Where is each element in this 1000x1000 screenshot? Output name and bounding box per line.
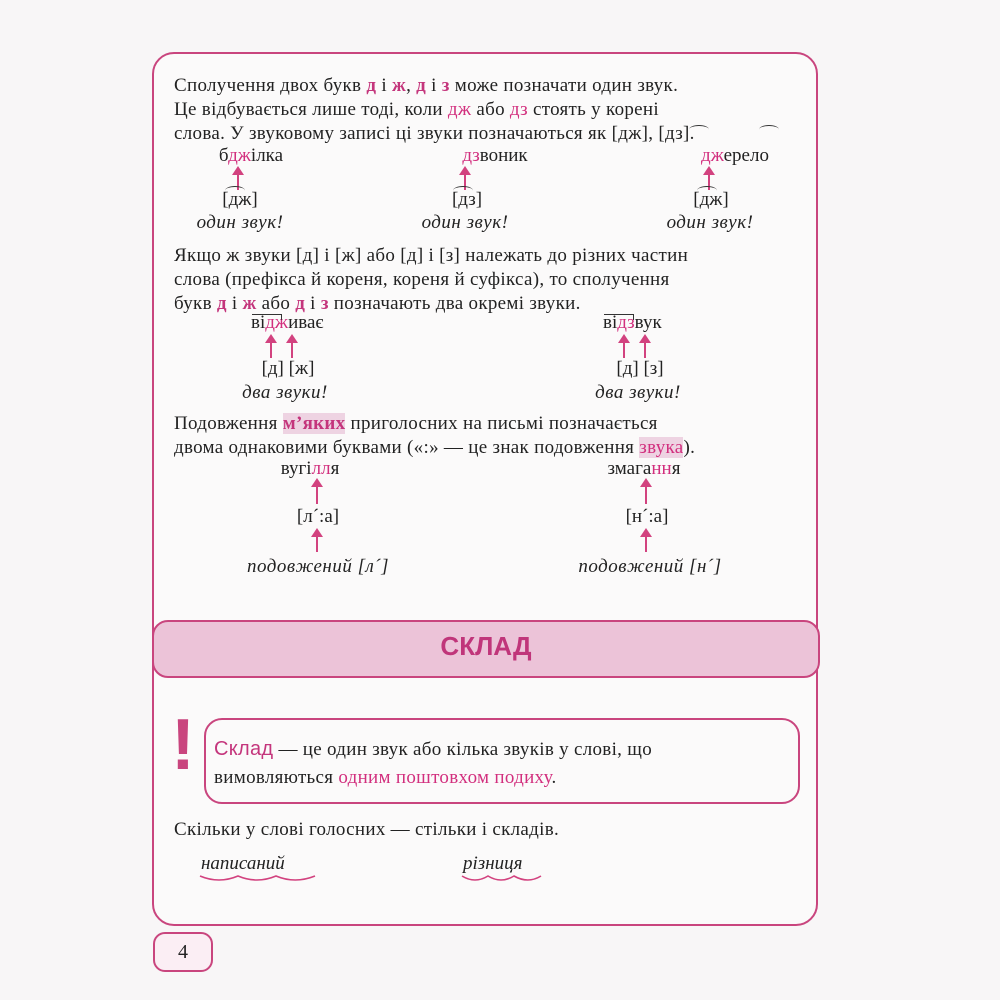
example-word-bdzhilka: бджілка: [218, 145, 284, 166]
note: два звуки!: [595, 382, 681, 403]
tie-arc: [697, 186, 717, 195]
prefix-mark: [252, 314, 282, 315]
transcription: [д] [з]: [616, 358, 664, 379]
arrow-up: [623, 336, 625, 358]
transcription: [дж]: [222, 189, 258, 210]
arrow-up: [316, 480, 318, 504]
transcription: [д] [ж]: [261, 358, 315, 379]
paragraph-4: Скільки у слові голосних — стільки і складів.: [174, 819, 560, 840]
page-number: 4: [153, 932, 213, 972]
rule-text: Склад — це один звук або кілька звуків у слові, що вимовляються одним поштовхом подиху.: [214, 738, 652, 788]
note: один звук!: [196, 212, 284, 233]
note: один звук!: [421, 212, 509, 233]
tie-arc: [759, 125, 779, 134]
transcription: [дж]: [693, 189, 729, 210]
paragraph-2-line-3: букв д і ж або д і з позначають два окремі звуки.: [174, 293, 581, 314]
section-banner: [152, 620, 820, 678]
section-title: СКЛАД: [440, 631, 532, 661]
example-word-zmagannia: змагання: [607, 458, 681, 479]
example-word-vugillia: вугілля: [280, 458, 340, 479]
transcription: [дз]: [451, 189, 483, 210]
paragraph-2-line-1: Якщо ж звуки [д] і [ж] або [д] і [з] належать до різних частин: [174, 245, 689, 266]
syllable-underline: [199, 874, 317, 884]
paragraph-1-line-1: Сполучення двох букв д і ж, д і з може позначати один звук.: [174, 75, 679, 96]
tie-arc: [689, 125, 709, 134]
paragraph-2-line-2: слова (префікса й кореня, кореня й суфікса), то сполучення: [174, 269, 670, 290]
note: два звуки!: [242, 382, 328, 403]
arrow-up: [645, 480, 647, 504]
paragraph-1-line-2: Це відбувається лише тоді, коли дж або дз стоять у корені: [174, 99, 659, 120]
prefix-mark: [604, 314, 634, 315]
arrow-up: [270, 336, 272, 358]
example-word-dzherelo: джерело: [701, 145, 769, 166]
prefix-mark-tick: [633, 314, 634, 320]
note: подовжений [н´]: [578, 556, 722, 577]
example-word-vidzhyvaie: відживає: [251, 312, 324, 333]
note: подовжений [л´]: [246, 556, 390, 577]
arrow-up: [644, 336, 646, 358]
transcription: [н´:а]: [625, 506, 669, 527]
transcription: [л´:а]: [296, 506, 340, 527]
arrow-up: [316, 530, 318, 552]
prefix-mark-tick: [281, 314, 282, 320]
example-riznytsia: різниця: [463, 853, 523, 874]
tie-arc: [453, 186, 473, 195]
example-word-vidzvuk: відзвук: [603, 312, 662, 333]
note: один звук!: [666, 212, 754, 233]
paragraph-3-line-2: двома однаковими буквами («:» — це знак подовження звука).: [174, 437, 696, 458]
example-word-dzvonyk: дзвоник: [462, 145, 528, 166]
paragraph-1-line-3: слова. У звуковому записі ці звуки позначаються як [дж], [дз].: [174, 123, 695, 144]
exclamation-icon: !: [171, 705, 195, 785]
arrow-up: [291, 336, 293, 358]
paragraph-3-line-1: Подовження м’яких приголосних на письмі позначається: [174, 413, 658, 434]
syllable-underline: [461, 874, 543, 884]
example-napysanyi: написаний: [201, 853, 285, 874]
tie-arc: [225, 186, 245, 195]
arrow-up: [645, 530, 647, 552]
